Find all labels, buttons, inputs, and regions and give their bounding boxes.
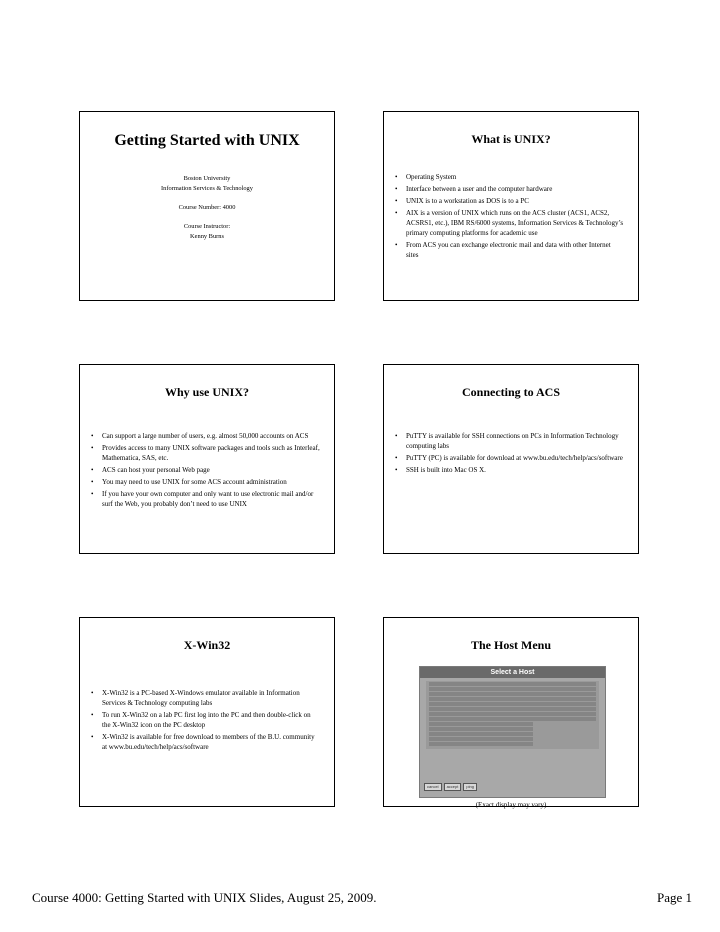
bullet-item: • To run X-Win32 on a lab PC first log into the PC and then double-click on the X-Win32 icon on the PC desktop — [90, 710, 320, 730]
bullet-list — [394, 431, 624, 477]
bullet-item: • X-Win32 is available for free download to members of the B.U. community at www.bu.edu/tech/help/acs/software — [90, 732, 320, 752]
slide-what-is-unix — [383, 111, 639, 301]
host-list — [426, 681, 599, 749]
host-menu-screenshot — [419, 666, 606, 798]
cancel-button: cancel — [424, 783, 442, 791]
bullet-list — [90, 688, 320, 754]
slide-title: Getting Started with UNIX — [114, 132, 300, 149]
bullet-list — [90, 431, 320, 511]
page-number: Page 1 — [656, 890, 692, 905]
bullet-item: • If you have your own computer and only want to use electronic mail and/or surf the Web, you probably don’t need to use UNIX — [90, 489, 320, 509]
slide-title: X-Win32 — [183, 638, 231, 652]
slide-title: The Host Menu — [470, 638, 551, 652]
ping-button: ping — [463, 783, 477, 791]
slide-info — [80, 174, 334, 242]
instructor-name-line: Kenny Burns — [190, 233, 224, 240]
screenshot-caption: (Exact display may vary) — [475, 801, 547, 809]
bullet-list — [394, 172, 624, 262]
slide-title: What is UNIX? — [471, 132, 551, 146]
page-footer: Course 4000: Getting Started with UNIX Slides, August 25, 2009. — [32, 890, 377, 905]
bullet-item: • Can support a large number of users, e.g. almost 50,000 accounts on ACS — [90, 431, 320, 441]
slide-title: Connecting to ACS — [461, 385, 560, 399]
slide-x-win32 — [79, 617, 335, 807]
department-line: Information Services & Technology — [161, 185, 253, 192]
accept-button: accept — [444, 783, 462, 791]
instructor-label-line: Course Instructor: — [183, 223, 231, 230]
bullet-item: • Provides access to many UNIX software packages and tools such as Interleaf, Mathematica, SAS, etc. — [90, 443, 320, 463]
bullet-item: • AIX is a version of UNIX which runs on the ACS cluster (ACS1, ACS2, ACSRS1, etc.), IBM RS/6000 systems, Information Services & Technology’s primary computing platforms for academic use — [394, 208, 624, 238]
slide-title: Why use UNIX? — [164, 385, 249, 399]
bullet-item: • Operating System — [394, 172, 624, 182]
screenshot-buttons — [424, 783, 477, 791]
course-number-line: Course Number: 4000 — [178, 204, 236, 211]
bullet-item: • SSH is built into Mac OS X. — [394, 465, 624, 475]
bullet-item: • ACS can host your personal Web page — [90, 465, 320, 475]
bullet-item: • Interface between a user and the computer hardware — [394, 184, 624, 194]
bullet-item: • PuTTY is available for SSH connections on PCs in Information Technology computing labs — [394, 431, 624, 451]
bullet-item: • UNIX is to a workstation as DOS is to a PC — [394, 196, 624, 206]
slide-getting-started — [79, 111, 335, 301]
bullet-item: • From ACS you can exchange electronic mail and data with other Internet sites — [394, 240, 624, 260]
slide-why-use-unix — [79, 364, 335, 554]
bullet-item: • X-Win32 is a PC-based X-Windows emulator available in Information Services & Technology computing labs — [90, 688, 320, 708]
bullet-item: • PuTTY (PC) is available for download at www.bu.edu/tech/help/acs/software — [394, 453, 624, 463]
university-line: Boston University — [183, 175, 231, 182]
bullet-item: • You may need to use UNIX for some ACS account administration — [90, 477, 320, 487]
slide-connecting-to-acs — [383, 364, 639, 554]
screenshot-title: Select a Host — [420, 667, 605, 678]
slide-host-menu — [383, 617, 639, 807]
